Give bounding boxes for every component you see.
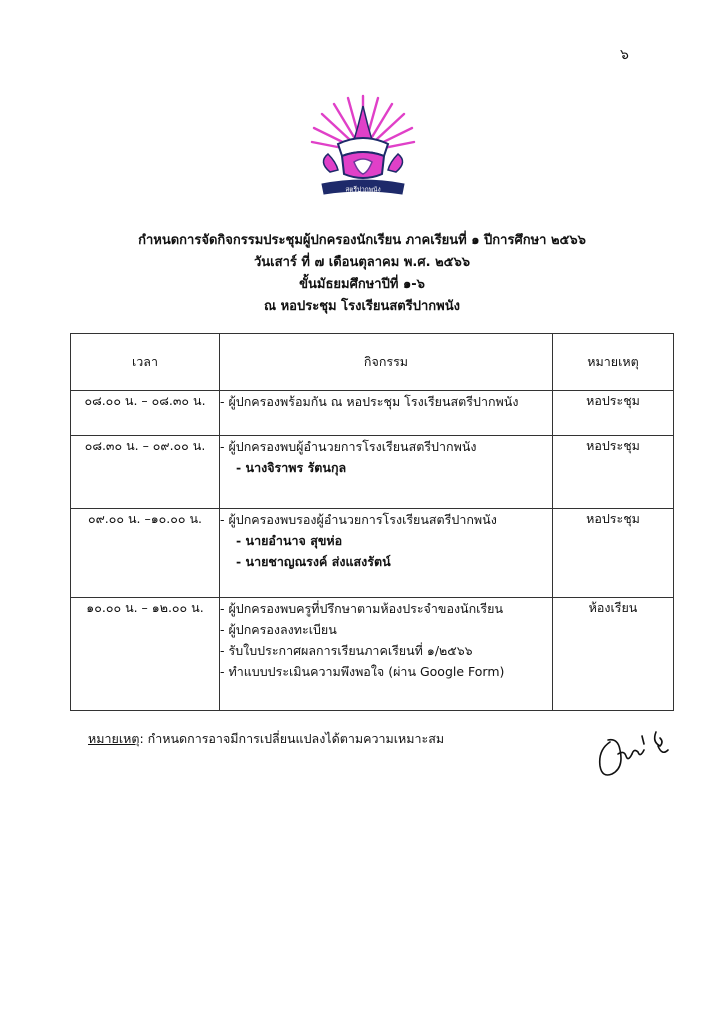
header-note: หมายเหตุ	[553, 334, 674, 391]
table-row	[71, 598, 674, 711]
time-cell: ๐๘.๐๐ น. – ๐๘.๓๐ น.	[71, 391, 220, 436]
title-line-2: วันเสาร์ ที่ ๗ เดือนตุลาคม พ.ศ. ๒๕๖๖	[254, 255, 470, 270]
logo-text: สตรีปากพนัง	[345, 185, 381, 194]
activity-cell	[220, 436, 553, 509]
activity-item: - ผู้ปกครองพร้อมกัน ณ หอประชุม โรงเรียนสตรีปากพนัง	[220, 394, 519, 409]
schedule-table	[70, 333, 674, 711]
activity-item: - ผู้ปกครองพบครูที่ปรึกษาตามห้องประจำของนักเรียน	[220, 601, 504, 616]
note-cell: ห้องเรียน	[553, 598, 674, 711]
activity-subitem: - นายอำนาจ สุขห่อ	[236, 533, 343, 548]
note-cell: หอประชุม	[553, 436, 674, 509]
footnote	[88, 729, 444, 749]
footnote-text: : กำหนดการอาจมีการเปลี่ยนแปลงได้ตามความเหมาะสม	[139, 731, 445, 746]
activity-cell	[220, 598, 553, 711]
activity-subitem: - นางจิราพร รัตนกุล	[236, 460, 347, 475]
signature	[590, 720, 680, 784]
note-cell: หอประชุม	[553, 509, 674, 598]
table-row	[71, 391, 674, 436]
time-cell: ๐๘.๓๐ น. – ๐๙.๐๐ น.	[71, 436, 220, 509]
table-row	[71, 436, 674, 509]
activity-item: - รับใบประกาศผลการเรียนภาคเรียนที่ ๑/๒๕๖๖	[220, 643, 473, 658]
title-line-1: กำหนดการจัดกิจกรรมประชุมผู้ปกครองนักเรียน ภาคเรียนที่ ๑ ปีการศึกษา ๒๕๖๖	[138, 233, 586, 248]
activity-item: - ผู้ปกครองพบผู้อำนวยการโรงเรียนสตรีปากพนัง	[220, 439, 477, 454]
activity-subitem: - นายชาญณรงค์ ส่งแสงรัตน์	[236, 554, 391, 569]
time-cell: ๑๐.๐๐ น. – ๑๒.๐๐ น.	[71, 598, 220, 711]
activity-cell	[220, 509, 553, 598]
header-activity: กิจกรรม	[220, 334, 553, 391]
table-row	[71, 509, 674, 598]
footnote-label: หมายเหตุ	[88, 731, 140, 746]
activity-item: - ทำแบบประเมินความพึงพอใจ (ผ่าน Google Form)	[220, 664, 505, 679]
activity-cell	[220, 391, 553, 436]
document-title	[0, 230, 724, 318]
page-number: ๖	[620, 47, 629, 63]
title-line-3: ขั้นมัธยมศึกษาปีที่ ๑-๖	[299, 277, 425, 292]
activity-item: - ผู้ปกครองพบรองผู้อำนวยการโรงเรียนสตรีปากพนัง	[220, 512, 497, 527]
table-header-row	[71, 334, 674, 391]
header-time: เวลา	[71, 334, 220, 391]
school-logo	[308, 92, 418, 204]
activity-item: - ผู้ปกครองลงทะเบียน	[220, 622, 337, 637]
time-cell: ๐๙.๐๐ น. –๑๐.๐๐ น.	[71, 509, 220, 598]
note-cell: หอประชุม	[553, 391, 674, 436]
title-line-4: ณ หอประชุม โรงเรียนสตรีปากพนัง	[264, 299, 460, 314]
